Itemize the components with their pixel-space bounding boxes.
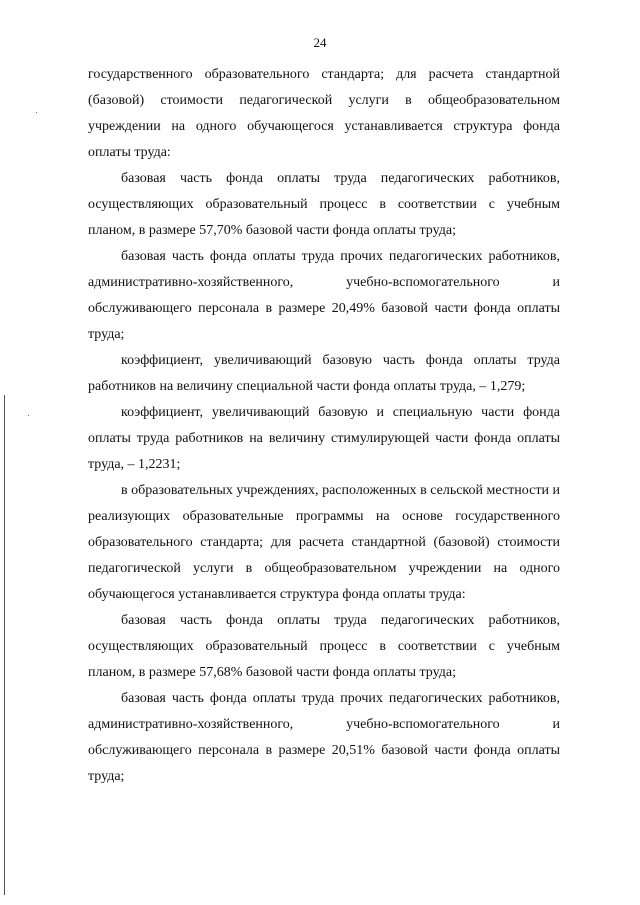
paragraph-other-staff-share: базовая часть фонда оплаты труда прочих педагогических работников, административно-хозяйственного, учебно-вспомогательного и обслуживающего персонала в размере 20,49% базовой части фонда оплаты труда; — [88, 249, 560, 342]
page-number: 24 — [313, 35, 327, 50]
scan-edge-line — [4, 395, 5, 895]
paragraph-continuation: государственного образовательного стандарта; для расчета стандартной (базовой) стоимости педагогической услуги в общеобразовательном учреждении на одного обучающегося устанавливается структура фонда оплаты труда: — [88, 67, 560, 160]
paragraph-rural-schools: в образовательных учреждениях, расположенных в сельской местности и реализующих образовательные программы на основе государственного образовательного стандарта; для расчета стандартной (базовой) стоимости педагогической услуги в общеобразовательном учреждении на одного обучающегося устанавливается структура фонда оплаты труда: — [88, 483, 560, 602]
paragraph-stimulating-coefficient: коэффициент, увеличивающий базовую и специальную части фонда оплаты труда работников на величину стимулирующей части фонда оплаты труда, – 1,2231; — [88, 405, 560, 472]
scan-speck — [28, 415, 29, 416]
paragraph-special-coefficient: коэффициент, увеличивающий базовую часть фонда оплаты труда работников на величину специальной части фонда оплаты труда, – 1,279; — [88, 353, 560, 394]
paragraph-rural-teachers-share: базовая часть фонда оплаты труда педагогических работников, осуществляющих образовательный процесс в соответствии с учебным планом, в размере 57,68% базовой части фонда оплаты труда; — [88, 613, 560, 680]
document-body — [88, 62, 560, 790]
scan-speck — [36, 112, 37, 113]
paragraph-teachers-share: базовая часть фонда оплаты труда педагогических работников, осуществляющих образовательный процесс в соответствии с учебным планом, в размере 57,70% базовой части фонда оплаты труда; — [88, 171, 560, 238]
paragraph-rural-other-staff-share: базовая часть фонда оплаты труда прочих педагогических работников, административно-хозяйственного, учебно-вспомогательного и обслуживающего персонала в размере 20,51% базовой части фонда оплаты труда; — [88, 691, 560, 784]
